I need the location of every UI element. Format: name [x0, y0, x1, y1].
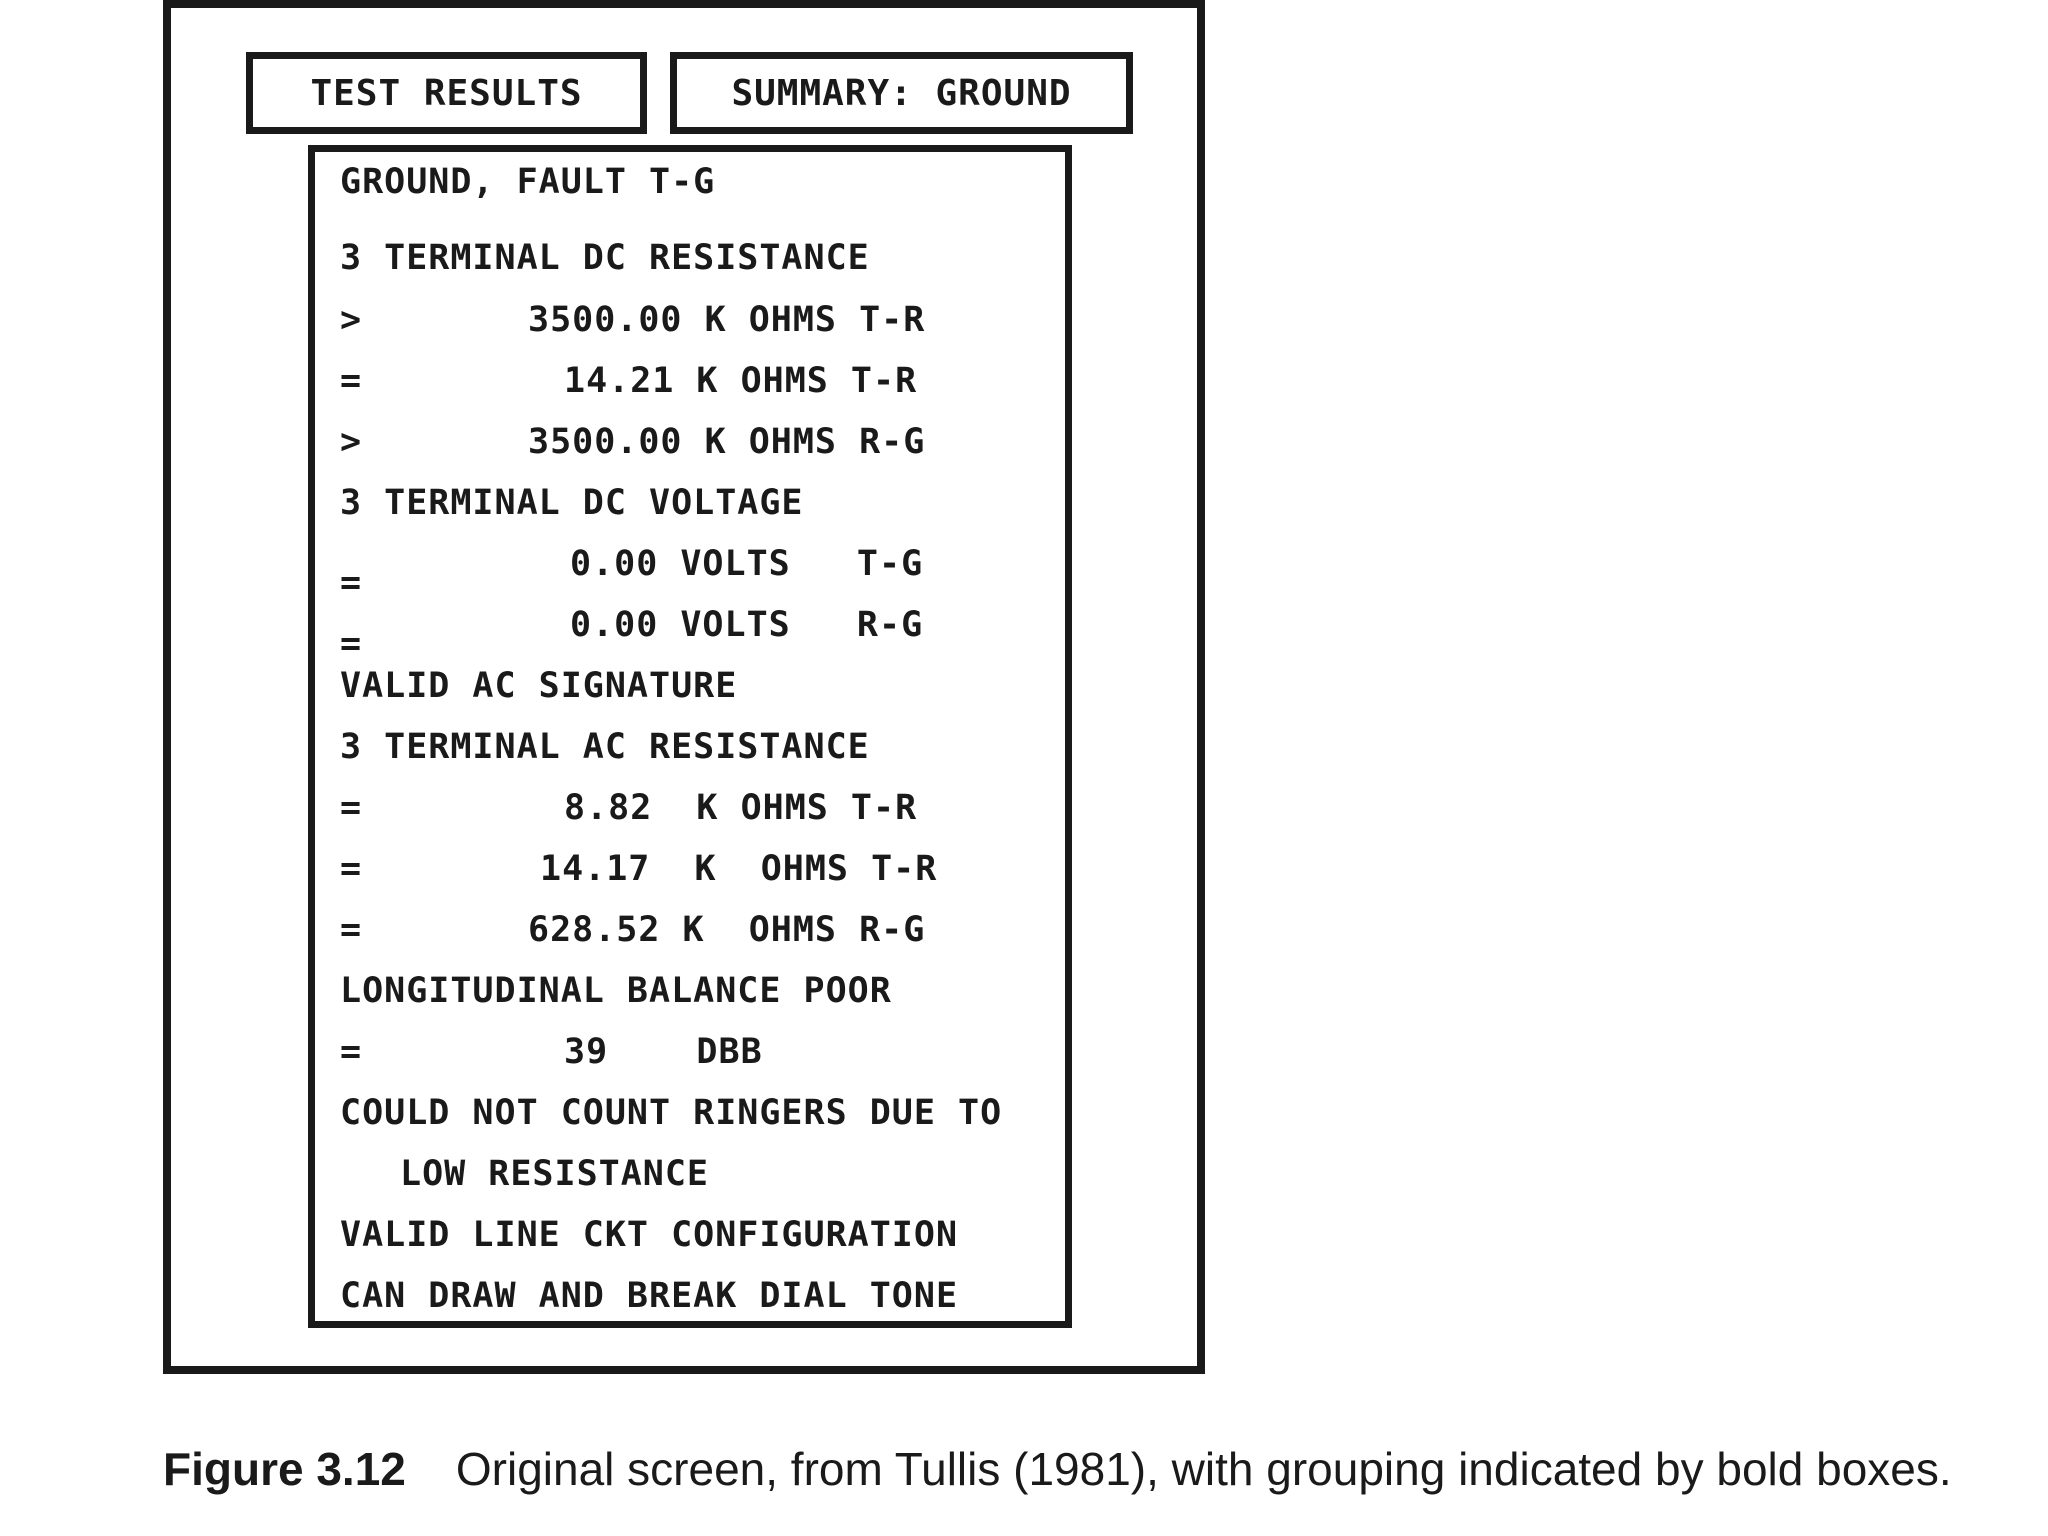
summary-text: SUMMARY: GROUND: [731, 72, 1072, 114]
dial-tone: CAN DRAW AND BREAK DIAL TONE: [340, 1276, 959, 1316]
dc-resistance-op-1: >: [340, 300, 363, 340]
dc-voltage-value-2: 0.00 VOLTS R-G: [570, 605, 924, 645]
balance-op: =: [340, 1032, 363, 1072]
dc-resistance-value-1: 3500.00 K OHMS T-R: [528, 300, 926, 340]
dc-resistance-value-2: 14.21 K OHMS T-R: [564, 361, 918, 401]
figure-label: Figure 3.12: [163, 1443, 406, 1495]
dc-resistance-op-2: =: [340, 361, 363, 401]
ac-resistance-heading: 3 TERMINAL AC RESISTANCE: [340, 727, 870, 767]
ac-signature-line: VALID AC SIGNATURE: [340, 666, 738, 706]
dc-voltage-value-1: 0.00 VOLTS T-G: [570, 544, 924, 584]
ac-resistance-op-2: =: [340, 849, 363, 889]
ac-resistance-value-1: 8.82 K OHMS T-R: [564, 788, 918, 828]
ringers-line-1: COULD NOT COUNT RINGERS DUE TO: [340, 1093, 1003, 1133]
figure-caption: [163, 1442, 1952, 1496]
dc-voltage-op-2: =: [340, 624, 363, 664]
line-config: VALID LINE CKT CONFIGURATION: [340, 1215, 959, 1255]
ac-resistance-op-1: =: [340, 788, 363, 828]
ac-resistance-value-3: 628.52 K OHMS R-G: [528, 910, 926, 950]
summary-label: [670, 52, 1133, 134]
ac-resistance-op-3: =: [340, 910, 363, 950]
figure-caption-text: Original screen, from Tullis (1981), with grouping indicated by bold boxes.: [455, 1443, 1952, 1495]
test-results-text: TEST RESULTS: [310, 72, 583, 114]
balance-heading: LONGITUDINAL BALANCE POOR: [340, 971, 892, 1011]
dc-voltage-heading: 3 TERMINAL DC VOLTAGE: [340, 483, 804, 523]
dc-voltage-op-1: =: [340, 563, 363, 603]
fault-line: GROUND, FAULT T-G: [340, 162, 716, 202]
test-results-label: [246, 52, 647, 134]
dc-resistance-op-3: >: [340, 422, 363, 462]
dc-resistance-value-3: 3500.00 K OHMS R-G: [528, 422, 926, 462]
ringers-line-2: LOW RESISTANCE: [400, 1154, 710, 1194]
dc-resistance-heading: 3 TERMINAL DC RESISTANCE: [340, 238, 870, 278]
balance-value: 39 DBB: [564, 1032, 763, 1072]
ac-resistance-value-2: 14.17 K OHMS T-R: [540, 849, 938, 889]
